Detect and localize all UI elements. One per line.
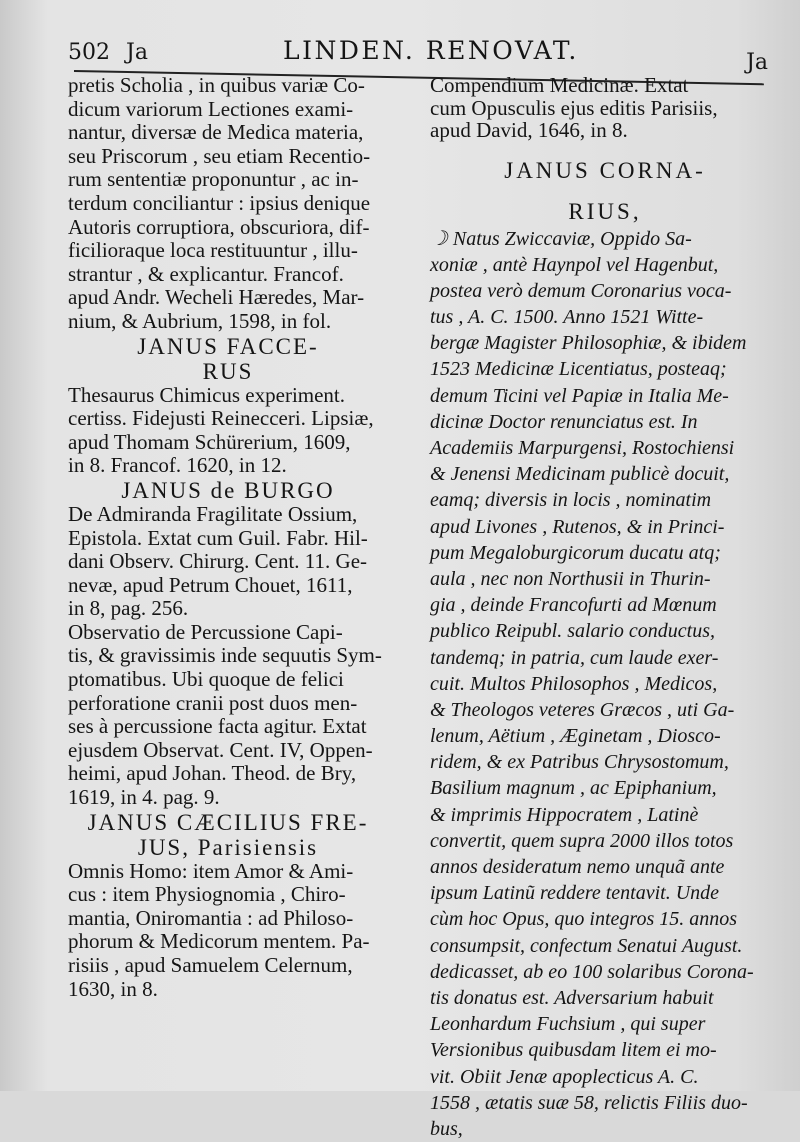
text-line: rum sententiæ proponuntur , ac in- bbox=[68, 167, 359, 192]
text-line: aula , nec non Northusii in Thurin- bbox=[430, 567, 711, 590]
text-line: lenum, Aëtium , Æginetam , Diosco- bbox=[430, 725, 721, 748]
text-line: dicinæ Doctor renunciatus est. In bbox=[430, 410, 698, 433]
entry-heading: JUS, Parisiensis bbox=[137, 834, 319, 860]
text-line: nium, & Aubrium, 1598, in fol. bbox=[68, 308, 332, 333]
text-line: consumpsit, confectum Senatui August. bbox=[430, 934, 743, 957]
running-header bbox=[68, 34, 768, 74]
text-line: Observatio de Percussione Capi- bbox=[68, 619, 343, 644]
text-line: publico Reipubl. salario conductus, bbox=[430, 620, 715, 643]
text-line: apud Thomam Schürerium, 1609, bbox=[68, 429, 351, 454]
text-line: bergæ Magister Philosophiæ, & ibidem bbox=[430, 332, 747, 355]
text-line: tis, & gravissimis inde sequutis Sym- bbox=[68, 643, 382, 668]
text-line: ipsum Latinũ reddere tentavit. Unde bbox=[430, 882, 720, 905]
text-line: tandemq; in patria, cum laude exer- bbox=[430, 646, 719, 669]
text-line: 1630, in 8. bbox=[68, 976, 158, 1001]
text-line: ☽ Natus Zwiccaviæ, Oppido Sa- bbox=[430, 227, 692, 250]
text-line: in 8. Francof. 1620, in 12. bbox=[68, 453, 287, 478]
text-line: cùm hoc Opus, quo integros 15. annos bbox=[430, 908, 738, 931]
text-line: De Admiranda Fragilitate Ossium, bbox=[68, 501, 358, 526]
entry-heading: JANUS FACCE- bbox=[137, 333, 319, 359]
text-line: mantia, Oniromantia : ad Philoso- bbox=[68, 905, 354, 930]
running-title: LINDEN. RENOVAT. bbox=[283, 36, 579, 65]
left-column bbox=[68, 74, 388, 1001]
text-line: vit. Obiit Jenæ apoplecticus A. C. bbox=[430, 1065, 699, 1088]
entry-heading: JANUS de BURGO bbox=[121, 477, 335, 503]
entry-heading: JANUS CÆCILIUS FRE- bbox=[87, 809, 369, 835]
text-line: annos desideratum nemo unquã ante bbox=[430, 856, 725, 878]
page-number: 502 bbox=[68, 40, 110, 65]
text-line: Leonhardum Fuchsium , qui super bbox=[430, 1013, 706, 1036]
text-line: heimi, apud Johan. Theod. de Bry, bbox=[68, 761, 357, 786]
text-line: seu Priscorum , seu etiam Recentio- bbox=[68, 143, 371, 168]
text-line: pretis Scholia , in quibus variæ Co- bbox=[68, 73, 365, 97]
left-column-mark: Ja bbox=[126, 40, 148, 65]
text-line: 1558 , ætatis suæ 58, relictis Filiis duo- bbox=[430, 1091, 748, 1114]
right-column-mark: Ja bbox=[746, 50, 768, 75]
text-line: cuit. Multos Philosophos , Medicos, bbox=[430, 672, 718, 695]
text-line: Basilium magnum , ac Epiphanium, bbox=[430, 777, 717, 800]
text-line: & Theologos veteres Græcos , uti Ga- bbox=[430, 698, 735, 721]
right-column bbox=[430, 74, 780, 1142]
text-line: cus : item Physiognomia , Chiro- bbox=[68, 882, 346, 907]
text-line: perforatione cranii post duos men- bbox=[68, 690, 358, 715]
text-line: bus, bbox=[430, 1117, 463, 1140]
text-line: strantur , & explicantur. Francof. bbox=[68, 261, 344, 286]
text-line: cum Opusculis ejus editis Parisiis, bbox=[430, 95, 718, 120]
text-line: phorum & Medicorum mentem. Pa- bbox=[68, 929, 370, 954]
entry-heading: RUS bbox=[202, 358, 254, 384]
entry-heading: JANUS CORNA- bbox=[504, 157, 706, 183]
text-line: apud David, 1646, in 8. bbox=[430, 118, 628, 142]
text-line: Epistola. Extat cum Guil. Fabr. Hil- bbox=[68, 525, 368, 550]
text-line: dani Observ. Chirurg. Cent. 11. Ge- bbox=[68, 549, 368, 574]
text-line: pum Megaloburgicorum ducatu atq; bbox=[430, 541, 721, 564]
text-line: ses à percussione facta agitur. Extat bbox=[68, 714, 367, 739]
entry-heading: RIUS, bbox=[568, 198, 642, 224]
text-line: risiis , apud Samuelem Celernum, bbox=[68, 953, 353, 977]
text-line: in 8, pag. 256. bbox=[68, 596, 189, 621]
text-line: postea verò demum Coronarius voca- bbox=[430, 279, 732, 302]
text-line: convertit, quem supra 2000 illos totos bbox=[430, 829, 734, 852]
text-line: demum Ticini vel Papiæ in Italia Me- bbox=[430, 384, 729, 407]
text-line: 1523 Medicinæ Licentiatus, posteaq; bbox=[430, 358, 727, 381]
text-line: certiss. Fidejusti Reinecceri. Lipsiæ, bbox=[68, 406, 374, 431]
text-line: Compendium Medicinæ. Extat bbox=[430, 73, 689, 97]
text-line: nevæ, apud Petrum Chouet, 1611, bbox=[68, 572, 353, 597]
text-line: ptomatibus. Ubi quoque de felici bbox=[68, 667, 344, 692]
text-line: apud Andr. Wecheli Hæredes, Mar- bbox=[68, 285, 365, 310]
text-line: gia , deinde Francofurti ad Mœnum bbox=[430, 594, 717, 617]
text-line: eamq; diversis in locis , nominatim bbox=[430, 489, 712, 512]
text-line: ficilioraque loca restituuntur , illu- bbox=[68, 238, 358, 263]
text-line: tus , A. C. 1500. Anno 1521 Witte- bbox=[430, 306, 704, 329]
text-line: xoniæ , antè Haynpol vel Hagenbut, bbox=[430, 253, 719, 276]
text-line: Omnis Homo: item Amor & Ami- bbox=[68, 858, 354, 883]
text-line: tis donatus est. Adversarium habuit bbox=[430, 986, 714, 1009]
text-line: ridem, & ex Patribus Chrysostomum, bbox=[430, 751, 729, 774]
text-line: apud Livones , Rutenos, & in Princi- bbox=[430, 515, 725, 538]
text-line: Thesaurus Chimicus experiment. bbox=[68, 382, 346, 407]
text-line: Academiis Marpurgensi, Rostochiensi bbox=[430, 437, 735, 459]
text-line: 1619, in 4. pag. 9. bbox=[68, 785, 220, 810]
text-line: Autoris corruptiora, obscuriora, dif- bbox=[68, 214, 370, 239]
text-line: terdum conciliantur : ipsius denique bbox=[68, 190, 371, 215]
text-line: & Jenensi Medicinam publicè docuit, bbox=[430, 463, 730, 486]
text-line: dedicasset, ab eo 100 solaribus Corona- bbox=[430, 960, 754, 983]
text-line: ejusdem Observat. Cent. IV, Oppen- bbox=[68, 737, 373, 762]
text-line: nantur, diversæ de Medica materia, bbox=[68, 120, 364, 145]
text-line: dicum variorum Lectiones exami- bbox=[68, 96, 354, 121]
text-line: Versionibus quibusdam litem ei mo- bbox=[430, 1039, 717, 1062]
text-line: & imprimis Hippocratem , Latinè bbox=[430, 803, 699, 826]
